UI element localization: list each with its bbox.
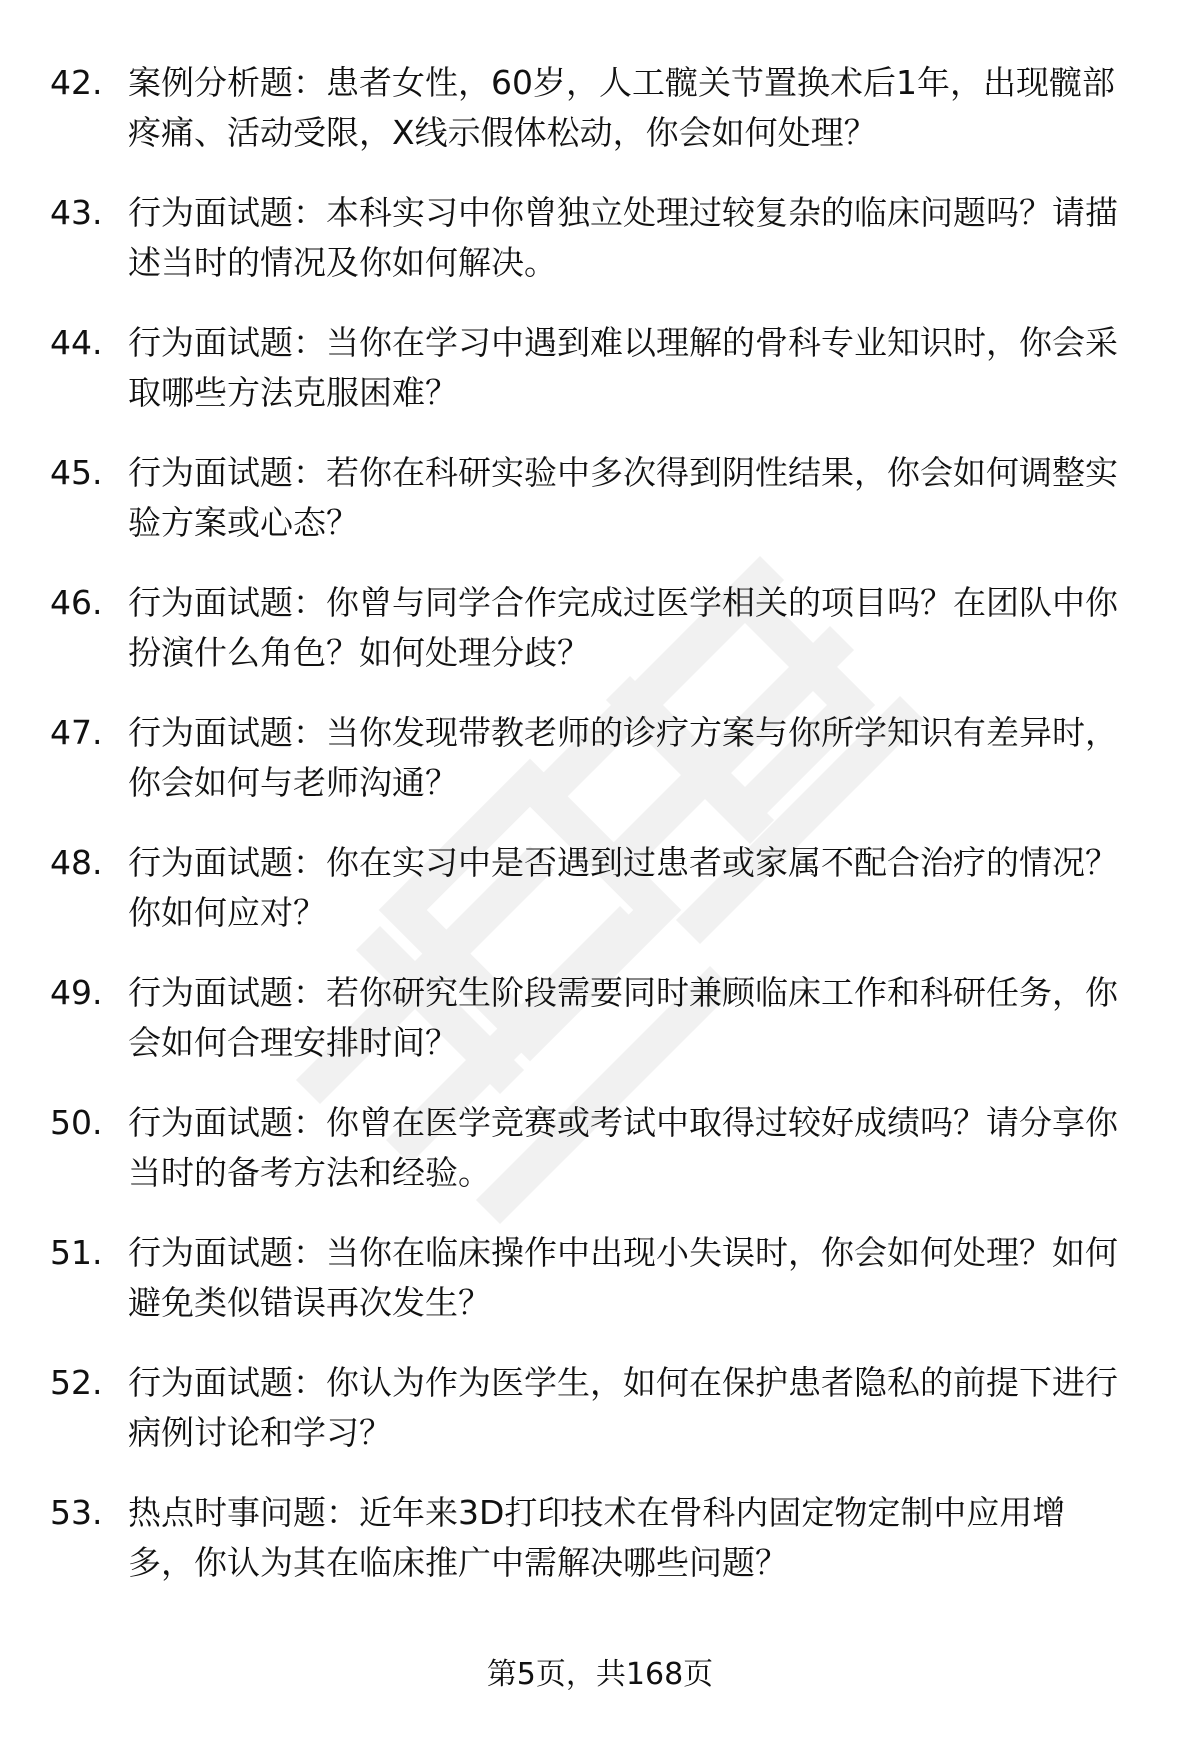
question-text: 行为面试题：本科实习中你曾独立处理过较复杂的临床问题吗？请描述当时的情况及你如何解决。	[128, 193, 1118, 282]
question-text: 案例分析题：患者女性，60岁，人工髋关节置换术后1年，出现髋部疼痛、活动受限，X线示假体松动，你会如何处理？	[128, 63, 1115, 152]
question-item	[50, 58, 1150, 188]
question-text: 热点时事问题：近年来3D打印技术在骨科内固定物定制中应用增多，你认为其在临床推广中需解决哪些问题？	[128, 1493, 1066, 1582]
question-text: 行为面试题：你在实习中是否遇到过患者或家属不配合治疗的情况？你如何应对？	[128, 843, 1118, 932]
question-list	[50, 58, 1150, 1618]
question-number: 42.	[50, 63, 103, 102]
question-number: 45.	[50, 453, 103, 492]
question-item	[50, 1488, 1150, 1618]
question-number: 53.	[50, 1493, 103, 1532]
page-footer: 第5页，共168页	[486, 1657, 714, 1692]
question-text: 行为面试题：你认为作为医学生，如何在保护患者隐私的前提下进行病例讨论和学习？	[128, 1363, 1118, 1452]
question-number: 51.	[50, 1233, 103, 1272]
question-item	[50, 1228, 1150, 1358]
question-item	[50, 708, 1150, 838]
question-item	[50, 968, 1150, 1098]
question-text: 行为面试题：你曾在医学竞赛或考试中取得过较好成绩吗？请分享你当时的备考方法和经验。	[128, 1103, 1118, 1192]
question-text: 行为面试题：当你发现带教老师的诊疗方案与你所学知识有差异时，你会如何与老师沟通？	[128, 713, 1118, 802]
question-number: 52.	[50, 1363, 103, 1402]
question-text: 行为面试题：若你研究生阶段需要同时兼顾临床工作和科研任务，你会如何合理安排时间？	[128, 973, 1118, 1062]
question-item	[50, 838, 1150, 968]
question-item	[50, 1098, 1150, 1228]
question-number: 46.	[50, 583, 103, 622]
question-number: 43.	[50, 193, 103, 232]
question-number: 49.	[50, 973, 103, 1012]
question-text: 行为面试题：若你在科研实验中多次得到阴性结果，你会如何调整实验方案或心态？	[128, 453, 1118, 542]
question-text: 行为面试题：你曾与同学合作完成过医学相关的项目吗？在团队中你扮演什么角色？如何处理分歧？	[128, 583, 1118, 672]
question-item	[50, 578, 1150, 708]
question-item	[50, 1358, 1150, 1488]
question-number: 48.	[50, 843, 103, 882]
question-number: 50.	[50, 1103, 103, 1142]
question-number: 44.	[50, 323, 103, 362]
question-item	[50, 188, 1150, 318]
question-item	[50, 318, 1150, 448]
question-number: 47.	[50, 713, 103, 752]
question-text: 行为面试题：当你在学习中遇到难以理解的骨科专业知识时，你会采取哪些方法克服困难？	[128, 323, 1118, 412]
question-text: 行为面试题：当你在临床操作中出现小失误时，你会如何处理？如何避免类似错误再次发生？	[128, 1233, 1118, 1322]
question-item	[50, 448, 1150, 578]
